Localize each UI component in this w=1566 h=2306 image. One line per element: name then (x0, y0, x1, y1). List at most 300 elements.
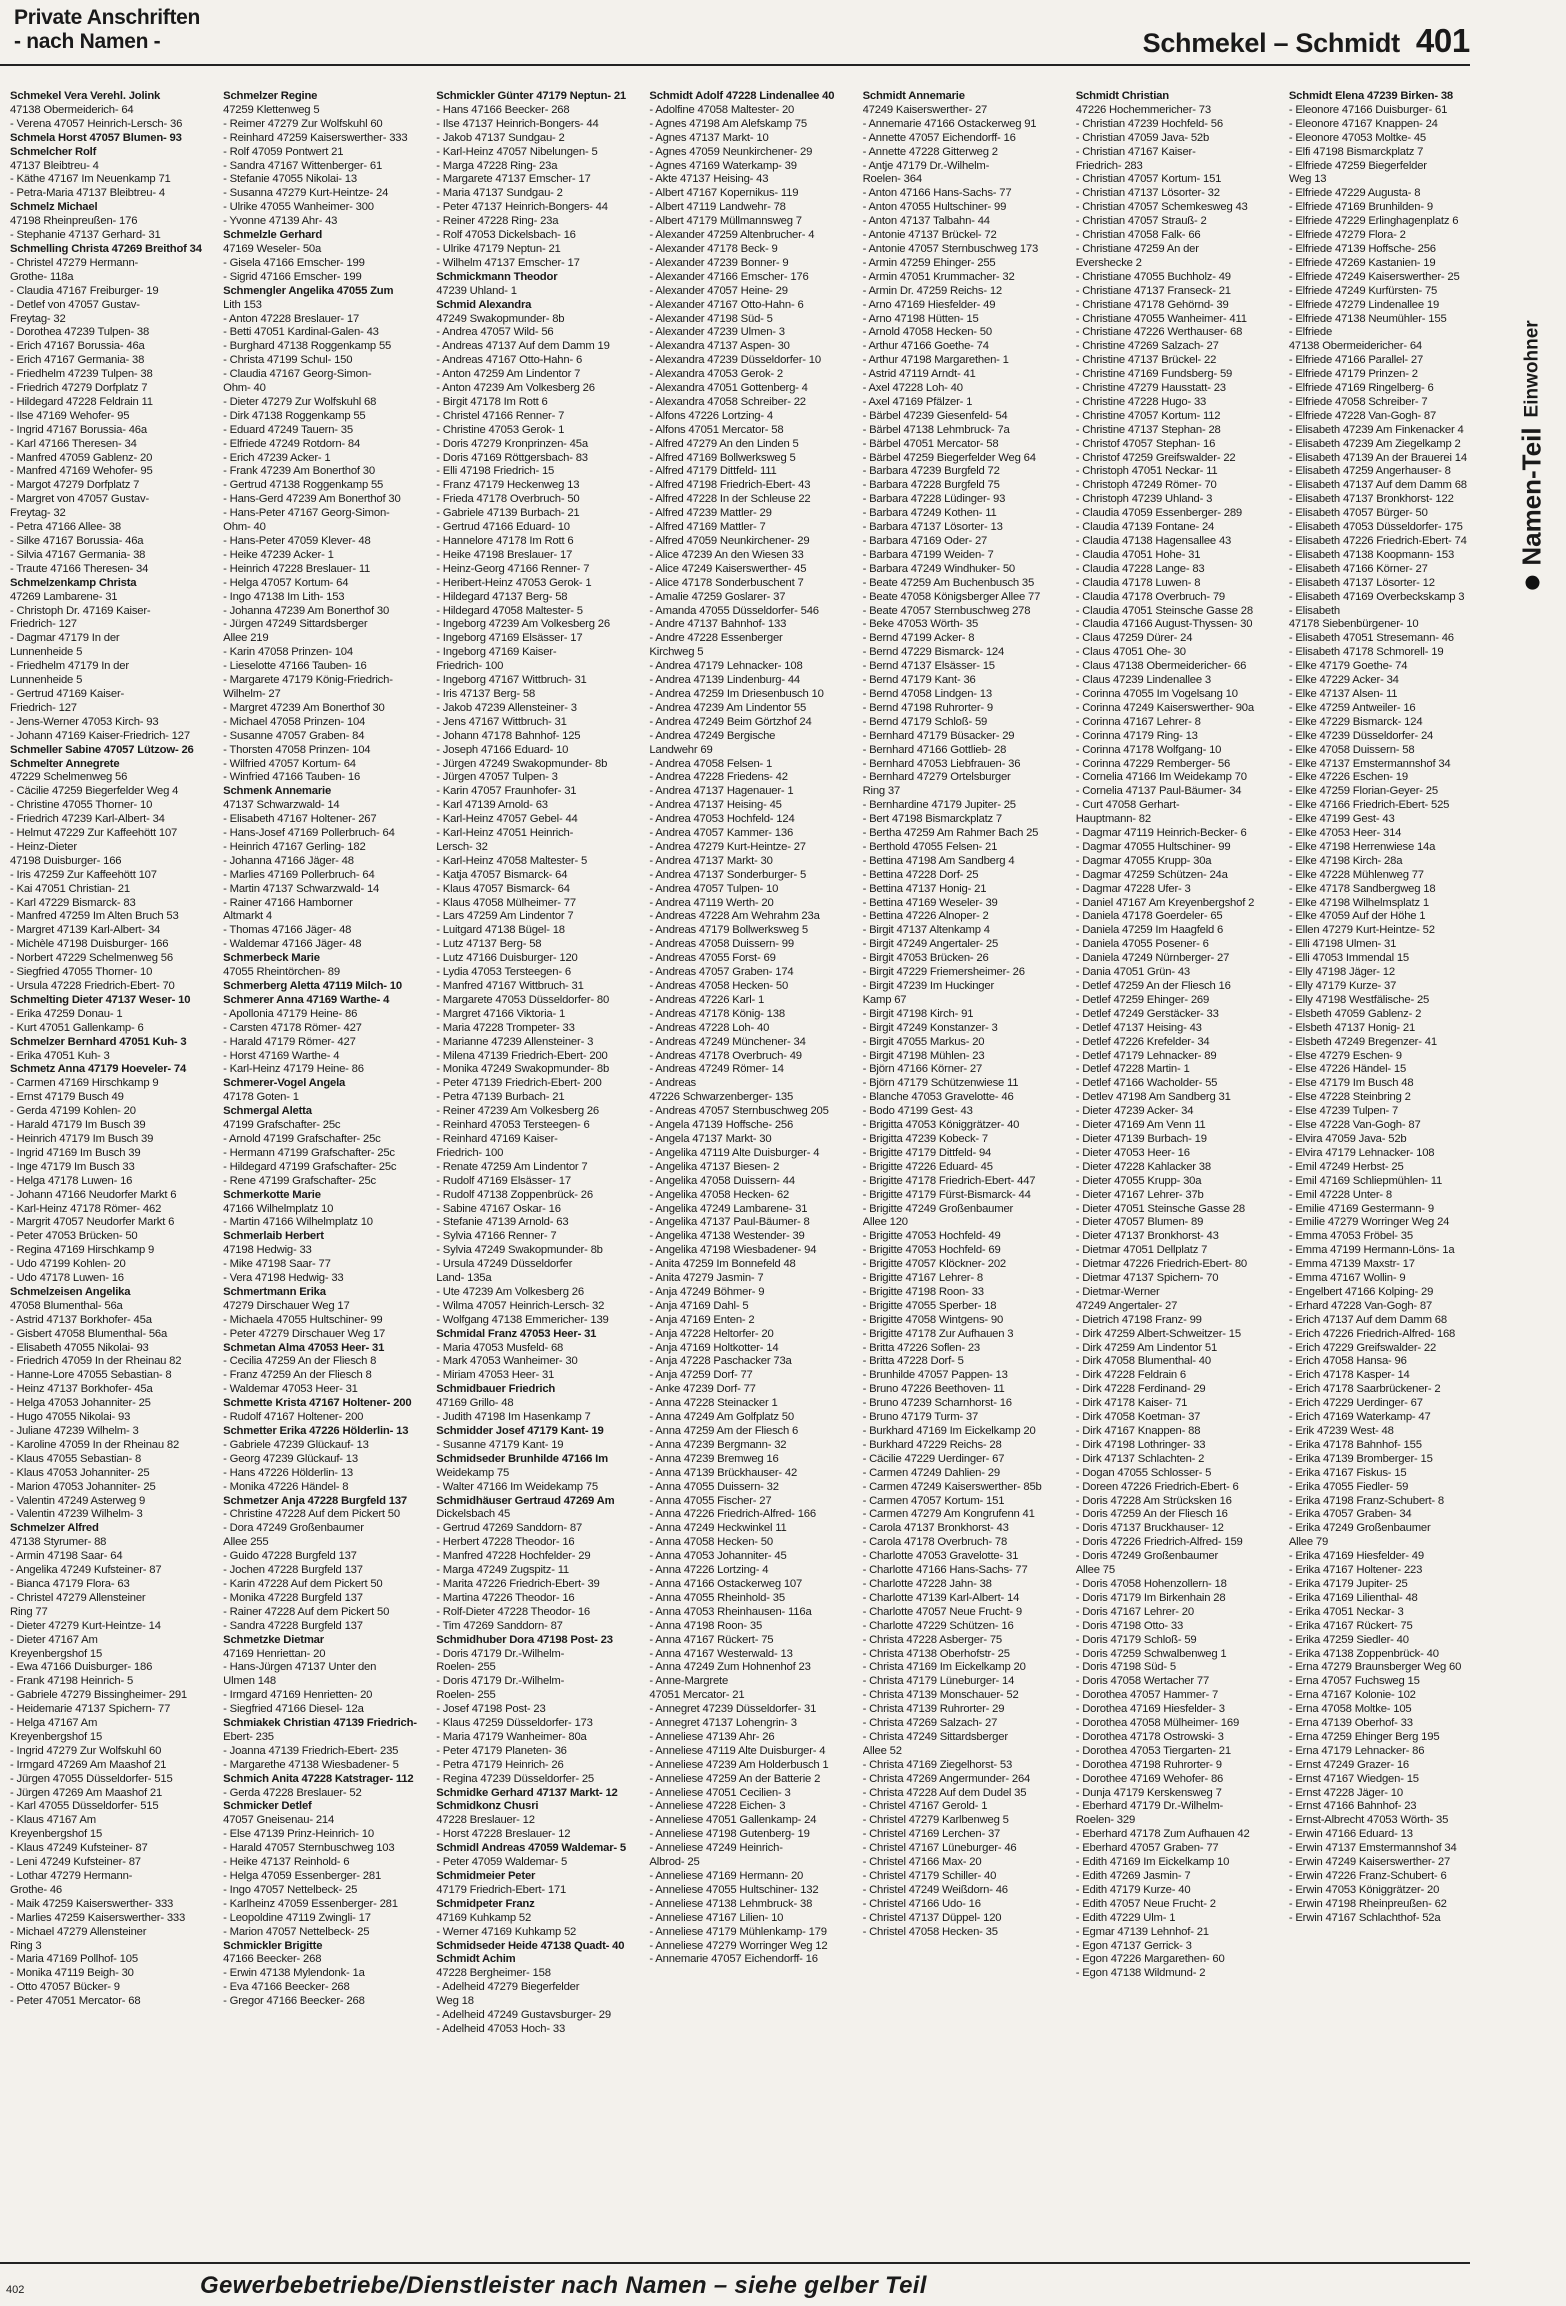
list-item: - Friedrich 47239 Karl-Albert- 34 (10, 813, 165, 826)
list-item: - Ingrid 47279 Zur Wolfskuhl 60 (10, 1744, 162, 1757)
list-item: - Irmgard 47269 Am Maashof 21 (10, 1758, 167, 1771)
side-tab-subtitle: Einwohner (1521, 320, 1542, 418)
list-item: - Corinna 47178 Wolfgang- 10 (1075, 743, 1222, 756)
list-item: - Barbara 47199 Weiden- 7 (862, 548, 994, 561)
list-item: - Hugo 47055 Nikolai- 93 (10, 1411, 131, 1424)
list-item: Allee 219 (223, 632, 269, 645)
list-item: - Anton 47228 Breslauer- 17 (223, 312, 360, 325)
list-item: - Stephanie 47137 Gerhard- 31 (10, 229, 161, 242)
list-item: - Birgit 47229 Friemersheimer- 26 (862, 966, 1025, 979)
list-item: 47279 Dirschauer Weg 17 (223, 1299, 350, 1312)
list-item: - Barbara 47137 Lösorter- 13 (862, 521, 1003, 534)
list-item: - Petra 47139 Burbach- 21 (436, 1091, 565, 1104)
list-item: - Hildegard 47058 Maltester- 5 (436, 604, 583, 617)
list-item: - Christel 47167 Gerold- 1 (862, 1800, 988, 1813)
surname-heading: Schmidt Elena 47239 Birken- 38 (1288, 90, 1454, 102)
list-item: - Johann 47178 Bahnhof- 125 (436, 729, 581, 742)
list-item: - Ilse 47169 Wehofer- 95 (10, 409, 130, 422)
list-item: - Kurt 47051 Gallenkamp- 6 (10, 1021, 144, 1034)
list-item: - Helga 47057 Kortum- 64 (223, 576, 349, 589)
list-item: - Bert 47198 Bismarckplatz 7 (862, 813, 1003, 826)
list-item: - Elisabeth 47053 Düsseldorfer- 175 (1288, 521, 1463, 534)
list-item: - Milena 47139 Friedrich-Ebert- 200 (436, 1049, 608, 1062)
list-item: - Christine 47269 Salzach- 27 (1075, 340, 1219, 353)
list-item: - Peter 47051 Mercator- 68 (10, 1995, 141, 2008)
list-item: - Anita 47279 Jasmin- 7 (649, 1272, 764, 1285)
list-item: - Erwin 47167 Schlachthof- 52a (1288, 1911, 1441, 1924)
list-item: - Christel 47166 Max- 20 (862, 1856, 982, 1869)
list-item: - Christiane 47055 Buchholz- 49 (1075, 270, 1231, 283)
list-item: Allee 255 (223, 1536, 269, 1549)
list-item: - Luitgard 47138 Bügel- 18 (436, 924, 565, 937)
surname-heading: Schmelting Dieter 47137 Weser- 10 (10, 993, 191, 1006)
surname-heading: Schmekel Vera Verehl. Jolink (10, 90, 161, 102)
list-item: - Erhard 47228 Van-Gogh- 87 (1288, 1299, 1433, 1312)
surname-heading: Schmergal Aletta (223, 1105, 312, 1118)
list-item: - Heinrich 47167 Gerling- 182 (223, 840, 366, 853)
list-item: - Emilie 47279 Worringer Weg 24 (1288, 1216, 1450, 1229)
list-item: - Christa 47139 Ruhrorter- 29 (862, 1703, 1005, 1716)
list-item: - Britta 47226 Soflen- 23 (862, 1341, 981, 1354)
list-item: - Erich 47137 Auf dem Damm 68 (1288, 1313, 1447, 1326)
list-item: - Horst 47228 Breslauer- 12 (436, 1828, 571, 1841)
list-item: - Christa 47169 Ziegelhorst- 53 (862, 1758, 1013, 1771)
list-item: - Birgit 47137 Altenkamp 4 (862, 924, 990, 937)
list-item: - Bianca 47179 Flora- 63 (10, 1577, 130, 1590)
directory-columns (10, 90, 1494, 2150)
list-item: Ulmen 148 (223, 1675, 276, 1688)
list-item: - Karl 47229 Bismarck- 83 (10, 896, 136, 909)
list-item: - Bernd 47179 Kant- 36 (862, 674, 976, 687)
list-item: Landwehr 69 (649, 743, 713, 756)
list-item: - Elli 47198 Ulmen- 31 (1288, 938, 1397, 951)
list-item: - Elsbeth 47059 Gablenz- 2 (1288, 1007, 1422, 1020)
list-item: - Berthold 47055 Felsen- 21 (862, 840, 998, 853)
list-item: - Björn 47179 Schützenwiese 11 (862, 1077, 1019, 1090)
list-item: - Annegret 47239 Düsseldorfer- 31 (649, 1703, 817, 1716)
list-item: - Andreas 47055 Forst- 69 (649, 952, 776, 965)
surname-heading: Schmelzer Bernhard 47051 Kuh- 3 (10, 1035, 187, 1048)
list-item: - Doris 47169 Röttgersbach- 83 (436, 451, 588, 464)
list-item: - Antonie 47137 Brückel- 72 (862, 229, 997, 242)
list-item: - Carmen 47169 Hirschkamp 9 (10, 1077, 159, 1090)
list-item: - Rolf 47053 Dickelsbach- 16 (436, 229, 576, 242)
list-item: - Elfriede 47259 Biegerfelder (1288, 159, 1427, 172)
name-range: Schmekel – Schmidt (1142, 28, 1400, 58)
list-item: - Dorothea 47239 Tulpen- 38 (10, 326, 150, 339)
list-item: - Angelika 47137 Biesen- 2 (649, 1160, 780, 1173)
list-item: - Björn 47166 Körner- 27 (862, 1063, 983, 1076)
surname-heading: Schmickler Brigitte (223, 1939, 323, 1952)
list-item: - Judith 47198 Im Hasenkamp 7 (436, 1411, 591, 1424)
list-item: - Herbert 47228 Theodor- 16 (436, 1536, 575, 1549)
list-item: - Erika 47169 Lilienthal- 48 (1288, 1591, 1418, 1604)
list-item: - Margarethe 47138 Wiesbadener- 5 (223, 1758, 399, 1771)
list-item: - Margarete 47179 König-Friedrich- (223, 674, 393, 687)
list-item: - Annemarie 47057 Eichendorff- 16 (649, 1953, 818, 1966)
list-item: - Anneliese 47239 Am Holderbusch 1 (649, 1758, 829, 1771)
list-item: - Franz 47259 An der Fliesch 8 (223, 1369, 372, 1382)
list-item: 47055 Rheintörchen- 89 (223, 966, 340, 979)
list-item: - Elisabeth 47057 Bürger- 50 (1288, 507, 1428, 520)
list-item: - Anneliese 47119 Alte Duisburger- 4 (649, 1744, 826, 1757)
list-item: - Hannelore 47178 Im Rott 6 (436, 535, 574, 547)
list-item: Ohm- 40 (223, 382, 266, 395)
list-item: - Andreas 47228 Loh- 40 (649, 1021, 770, 1034)
list-item: - Christian 47057 Kortum- 151 (1075, 173, 1222, 186)
list-item: - Gabriele 47279 Bissingheimer- 291 (10, 1689, 187, 1702)
list-item: - Erika 47198 Franz-Schubert- 8 (1288, 1494, 1445, 1507)
list-item: 47051 Mercator- 21 (649, 1689, 745, 1702)
list-item: - Amalie 47259 Goslarer- 37 (649, 590, 786, 603)
list-item: - Erna 47279 Braunsberger Weg 60 (1288, 1661, 1462, 1674)
list-item: - Curt 47058 Gerhart- (1075, 799, 1180, 812)
list-item: - Brigitte 47249 Großenbaumer (862, 1202, 1014, 1215)
list-item: - Jochen 47228 Burgfeld 137 (223, 1564, 363, 1577)
list-item: - Anna 47239 Bergmann- 32 (649, 1438, 787, 1451)
list-item: 47058 Blumenthal- 56a (10, 1299, 123, 1312)
list-item: - Astrid 47119 Arndt- 41 (862, 368, 976, 381)
list-item: - Monika 47119 Beigh- 30 (10, 1967, 134, 1980)
list-item: - Alfred 47169 Mattler- 7 (649, 521, 766, 534)
list-item: - Angelika 47058 Hecken- 62 (649, 1188, 790, 1201)
list-item: - Michael 47279 Allensteiner (10, 1925, 147, 1938)
list-item: - Birgit 47249 Konstanzer- 3 (862, 1021, 998, 1034)
list-item: - Renate 47259 Am Lindentor 7 (436, 1160, 588, 1173)
list-item: - Antonie 47057 Sternbuschweg 173 (862, 242, 1039, 255)
list-item: - Christian 47239 Hochfeld- 56 (1075, 117, 1223, 130)
list-item: - Armin Dr. 47259 Reichs- 12 (862, 284, 1003, 297)
list-item: - Andrea 47249 Bergische (649, 729, 776, 742)
list-item: - Elvira 47179 Lehnacker- 108 (1288, 1146, 1435, 1159)
list-item: - Elli 47198 Friedrich- 15 (436, 465, 555, 478)
list-item: - Alfons 47051 Mercator- 58 (649, 423, 784, 436)
list-item: - Käthe 47167 Im Neuenkamp 71 (10, 173, 171, 186)
list-item: - Erika 47179 Jupiter- 25 (1288, 1577, 1408, 1590)
list-item: - Brigitte 47058 Wintgens- 90 (862, 1313, 1004, 1326)
list-item: - Lars 47259 Am Lindentor 7 (436, 910, 574, 923)
list-item: - Dirk 47167 Knappen- 88 (1075, 1425, 1201, 1437)
list-item: - Walter 47166 Im Weidekamp 75 (436, 1480, 598, 1493)
list-item: Dickelsbach 45 (436, 1508, 511, 1521)
list-item: - Manfred 47228 Hochfelder- 29 (436, 1550, 591, 1563)
list-item: - Antje 47179 Dr.-Wilhelm- (862, 159, 990, 172)
surname-heading: Schmerkotte Marie (223, 1188, 321, 1201)
list-item: - Hildegard 47228 Feldrain 11 (10, 395, 153, 408)
list-item: - Marita 47226 Friedrich-Ebert- 39 (436, 1577, 600, 1590)
list-item: - Egon 47137 Gerrick- 3 (1075, 1939, 1192, 1952)
list-item: - Margot 47279 Dorfplatz 7 (10, 479, 140, 492)
list-item: - Bernhard 47053 Liebfrauen- 36 (862, 757, 1021, 770)
list-item: - Wilhelm 47137 Emscher- 17 (436, 256, 580, 269)
surname-heading: Schmetzke Dietmar (223, 1633, 324, 1646)
list-item: - Gisela 47166 Emscher- 199 (223, 256, 365, 269)
list-item: - Daniela 47249 Nürnberger- 27 (1075, 952, 1230, 965)
list-item: - Wilma 47057 Heinrich-Lersch- 32 (436, 1299, 605, 1312)
list-item: - Reiner 47239 Am Volkesberg 26 (436, 1105, 600, 1118)
list-item: - Christa 47139 Monschauer- 52 (862, 1689, 1019, 1702)
list-item: - Sylvia 47166 Renner- 7 (436, 1230, 557, 1243)
list-item: - Karl-Heinz 47179 Heine- 86 (223, 1063, 364, 1076)
list-item: - Apollonia 47179 Heine- 86 (223, 1007, 358, 1020)
list-item: - Christine 47169 Fundsberg- 59 (1075, 368, 1233, 381)
list-item: Albrod- 25 (649, 1856, 700, 1869)
list-item: - Brigitta 47053 Königgrätzer- 40 (862, 1119, 1020, 1132)
list-item: - Waldemar 47166 Jäger- 48 (223, 938, 362, 951)
list-item: - Detlef 47166 Wacholder- 55 (1075, 1077, 1218, 1090)
list-item: - Bernd 47199 Acker- 8 (862, 632, 975, 645)
list-item: - Alexandra 47051 Gottenberg- 4 (649, 382, 808, 395)
list-item: - Detlef 47259 An der Fliesch 16 (1075, 980, 1231, 992)
list-item: - Dirk 47137 Schlachten- 2 (1075, 1452, 1205, 1465)
list-item: - Margret 47139 Karl-Albert- 34 (10, 924, 161, 937)
list-item: - Elisabeth 47137 Bronkhorst- 122 (1288, 493, 1454, 506)
list-item: - Erika 47057 Graben- 34 (1288, 1508, 1412, 1521)
list-item: - Andreas 47178 Overbruch- 49 (649, 1049, 802, 1062)
list-item: Roelen- 255 (436, 1661, 496, 1674)
list-item: - Andreas 47058 Duissern- 99 (649, 938, 794, 951)
list-item: - Reinhard 47259 Kaiserswerther- 333 (223, 131, 408, 144)
list-item: - Axel 47169 Pfälzer- 1 (862, 395, 973, 408)
list-item: - Otto 47057 Bücker- 9 (10, 1981, 120, 1994)
list-item: - Anita 47259 Im Bonnefeld 48 (649, 1258, 796, 1271)
list-item: Altmarkt 4 (223, 910, 272, 923)
list-item: - Detlef 47228 Martin- 1 (1075, 1063, 1190, 1076)
list-item: - Silke 47167 Borussia- 46a (10, 535, 144, 547)
list-item: - Birgit 47249 Angertaler- 25 (862, 938, 999, 951)
list-item: - Anneliese 47167 Lilien- 10 (649, 1911, 784, 1924)
list-item: Weidekamp 75 (436, 1466, 510, 1479)
list-item: - Jens 47167 Wittbruch- 31 (436, 715, 567, 728)
list-item: - Maria 47137 Sundgau- 2 (436, 187, 563, 200)
list-item: - Ulrike 47179 Neptun- 21 (436, 242, 561, 255)
list-item: - Rainer 47166 Hamborner (223, 896, 353, 909)
list-item: - Christel 47166 Renner- 7 (436, 409, 565, 422)
surname-heading: Schmetz Anna 47179 Hoeveler- 74 (10, 1063, 187, 1076)
list-item: - Erika 47051 Neckar- 3 (1288, 1605, 1404, 1618)
list-item: - Birgit 47198 Kirch- 91 (862, 1007, 974, 1020)
list-item: 47166 Wilhelmplatz 10 (223, 1202, 334, 1215)
list-item: Freytag- 32 (10, 312, 66, 325)
list-item: - Astrid 47137 Borkhofer- 45a (10, 1313, 152, 1326)
list-item: - Emma 47053 Fröbel- 35 (1288, 1230, 1413, 1243)
list-item: 47226 Schwarzenberger- 135 (649, 1091, 794, 1104)
list-item: 47198 Duisburger- 166 (10, 854, 122, 867)
list-item: - Jakob 47239 Allensteiner- 3 (436, 701, 577, 714)
list-item: - Christel 47179 Schiller- 40 (862, 1870, 997, 1882)
footer-note: Gewerbebetriebe/Dienstleister nach Namen – siehe gelber Teil (200, 2272, 927, 2299)
list-item: - Frieda 47178 Overbruch- 50 (436, 493, 580, 506)
list-item: 47179 Friedrich-Ebert- 171 (436, 1883, 567, 1896)
list-item: - Christine 47228 Hugo- 33 (1075, 395, 1207, 408)
list-item: - Ingrid 47169 Im Busch 39 (10, 1146, 141, 1159)
list-item: - Ingeborg 47169 Kaiser- (436, 646, 557, 659)
list-item: - Erwin 47053 Königgrätzer- 20 (1288, 1883, 1440, 1896)
list-item: - Elfriede 47228 Van-Gogh- 87 (1288, 409, 1437, 422)
list-item: - Alfred 47179 Dittfeld- 111 (649, 465, 777, 478)
list-item: - Klaus 47053 Johanniter- 25 (10, 1466, 150, 1479)
list-item: - Christel 47279 Karlbenweg 5 (862, 1814, 1009, 1827)
list-item: - Dirk 47259 Albert-Schweitzer- 15 (1075, 1327, 1241, 1340)
list-item: - Erich 47239 Acker- 1 (223, 451, 331, 464)
list-item: - Heinrich 47228 Breslauer- 11 (223, 562, 371, 575)
list-item: - Bernhard 47279 Ortelsburger (862, 771, 1011, 784)
list-item: 47166 Beecker- 268 (223, 1953, 322, 1966)
list-item: Lunnenheide 5 (10, 674, 83, 687)
list-item: 47137 Bleibtreu- 4 (10, 159, 99, 172)
list-item: - Elfriede 47229 Erlinghagenplatz 6 (1288, 215, 1459, 228)
list-item: - Carsten 47178 Römer- 427 (223, 1021, 362, 1034)
list-item: - Klaus 47057 Bismarck- 64 (436, 882, 570, 895)
surname-heading: Schmertmann Erika (223, 1285, 326, 1298)
list-item: - Emma 47199 Hermann-Löns- 1a (1288, 1244, 1455, 1257)
list-item: - Anna 47053 Rheinhausen- 116a (649, 1605, 812, 1618)
list-item: - Detlef 47179 Lehnacker- 89 (1075, 1049, 1217, 1062)
list-item: - Christof 47057 Stephan- 16 (1075, 437, 1216, 450)
list-item: - Claudia 47228 Lange- 83 (1075, 562, 1205, 575)
list-item: - Erich 47178 Saarbrückener- 2 (1288, 1383, 1441, 1396)
list-item: - Doris 47259 Schwalbenweg 1 (1075, 1647, 1227, 1660)
list-item: - Elisabeth 47167 Holtener- 267 (223, 813, 377, 826)
list-item: Kirchweg 5 (649, 646, 704, 659)
directory-column (223, 90, 428, 2150)
list-item: - Adelheid 47053 Hoch- 33 (436, 2022, 566, 2035)
list-item: - Arthur 47166 Goethe- 74 (862, 340, 989, 353)
list-item: - Brigitte 47179 Fürst-Bismarck- 44 (862, 1188, 1031, 1201)
list-item: - Alexandra 47239 Düsseldorfer- 10 (649, 354, 821, 367)
list-item: - Jürgen 47269 Am Maashof 21 (10, 1786, 163, 1799)
list-item: - Lieselotte 47166 Tauben- 16 (223, 660, 367, 673)
list-item: - Karl-Heinz 47058 Maltester- 5 (436, 854, 588, 867)
list-item: - Anja 47259 Dorf- 77 (649, 1369, 753, 1382)
list-item: - Hans 47226 Hölderlin- 13 (223, 1466, 353, 1479)
list-item: - Manfred 47167 Wittbruch- 31 (436, 980, 584, 992)
list-item: - Dogan 47055 Schlosser- 5 (1075, 1466, 1212, 1479)
list-item: - Michael 47058 Prinzen- 104 (223, 715, 366, 728)
list-item: - Elisabeth 47139 An der Brauerei 14 (1288, 451, 1467, 464)
list-item: - Erika 47139 Bromberger- 15 (1288, 1452, 1433, 1465)
list-item: - Elly 47198 Westfälische- 25 (1288, 993, 1430, 1006)
list-item: Ring 77 (10, 1605, 48, 1618)
list-item: - Helmut 47229 Zur Kaffeehött 107 (10, 827, 178, 840)
surname-heading: Schmerberg Aletta 47119 Milch- 10 (223, 980, 402, 992)
list-item: - Andrea 47137 Sonderburger- 5 (649, 868, 807, 881)
surname-heading: Schmelzenkamp Christa (10, 576, 137, 589)
list-item: - Armin 47259 Ehinger- 255 (862, 256, 996, 269)
list-item: - Anneliese 47055 Hultschiner- 132 (649, 1883, 819, 1896)
list-item: - Gabriele 47239 Glückauf- 13 (223, 1438, 369, 1451)
surname-heading: Schmidhäuser Gertraud 47269 Am (436, 1494, 615, 1507)
list-item: - Angelika 47058 Duissern- 44 (649, 1174, 795, 1187)
bullet-dot-icon (1525, 576, 1539, 590)
surname-heading: Schmidpeter Franz (436, 1897, 535, 1910)
list-item: - Alfred 47169 Bollwerksweg 5 (649, 451, 796, 464)
list-item: - Bodo 47199 Gest- 43 (862, 1105, 973, 1118)
list-item: - Leni 47249 Kufsteiner- 87 (10, 1856, 141, 1869)
list-item: - Ernst 47166 Bahnhof- 23 (1288, 1800, 1417, 1813)
list-item: - Charlotte 47228 Jahn- 38 (862, 1577, 992, 1590)
list-item: - Rudolf 47138 Zoppenbrück- 26 (436, 1188, 593, 1201)
list-item: - Dietmar-Werner (1075, 1285, 1160, 1298)
list-item: - Elsbeth 47249 Bregenzer- 41 (1288, 1035, 1437, 1048)
list-item: - Anton 47055 Hultschiner- 99 (862, 201, 1007, 214)
list-item: - Elisabeth 47166 Körner- 27 (1288, 562, 1428, 575)
list-item: - Claus 47051 Ohe- 30 (1075, 646, 1186, 659)
list-item: - Dietmar 47137 Spichern- 70 (1075, 1272, 1219, 1285)
list-item: Lersch- 32 (436, 840, 488, 853)
list-item: - Daniela 47178 Goerdeler- 65 (1075, 910, 1223, 923)
list-item: - Agnes 47198 Am Alefskamp 75 (649, 117, 807, 130)
list-item: - Siegfried 47055 Thorner- 10 (10, 966, 153, 979)
list-item: - Brigitte 47178 Zur Aufhauen 3 (862, 1327, 1014, 1340)
list-item: - Elli 47053 Immendal 15 (1288, 952, 1410, 965)
list-item: - Christian 47058 Falk- 66 (1075, 229, 1201, 242)
list-item: - Martin 47166 Wilhelmplatz 10 (223, 1216, 373, 1229)
list-item: - Dorothee 47169 Wehofer- 86 (1075, 1772, 1224, 1785)
list-item: - Dirk 47138 Roggenkamp 55 (223, 409, 366, 422)
list-item: - Elke 47198 Kirch- 28a (1288, 854, 1403, 867)
list-item: - Johann 47166 Neudorfer Markt 6 (10, 1188, 177, 1201)
list-item: - Erika 47259 Donau- 1 (10, 1007, 123, 1020)
surname-heading: Schmicker Detlef (223, 1800, 312, 1813)
list-item: - Bernhard 47166 Gottlieb- 28 (862, 743, 1007, 756)
list-item: - Anne-Margrete (649, 1675, 729, 1688)
list-item: - Doris 47179 Dr.-Wilhelm- (436, 1647, 565, 1660)
list-item: - Inge 47179 Im Busch 33 (10, 1160, 135, 1173)
list-item: 47178 Siebenbürgener- 10 (1288, 618, 1419, 631)
list-item: - Ursula 47249 Düsseldorfer (436, 1258, 573, 1271)
list-item: Hauptmann- 82 (1075, 813, 1151, 826)
list-item: - Else 47239 Tulpen- 7 (1288, 1105, 1399, 1118)
list-item: - Dorothea 47053 Tiergarten- 21 (1075, 1744, 1231, 1757)
list-item: - Petra-Maria 47137 Bleibtreu- 4 (10, 187, 165, 200)
list-item: Kreyenbergshof 15 (10, 1828, 103, 1841)
list-item: - Else 47179 Im Busch 48 (1288, 1077, 1414, 1090)
list-item: - Alice 47249 Kaiserswerther- 45 (649, 562, 807, 575)
list-item: - Dorothea 47178 Ostrowski- 3 (1075, 1730, 1224, 1743)
list-item: - Anna 47055 Fischer- 27 (649, 1494, 772, 1507)
list-item: - Alexander 47259 Altenbrucher- 4 (649, 229, 815, 242)
list-item: 47249 Kaiserswerther- 27 (862, 103, 988, 116)
list-item: - Elfriede 47249 Kaiserswerther- 25 (1288, 270, 1460, 283)
list-item: - Susanne 47179 Kant- 19 (436, 1438, 564, 1451)
list-item: - Andrea 47239 Am Lindentor 55 (649, 701, 807, 714)
list-item: - Christine 47137 Brückel- 22 (1075, 354, 1217, 367)
list-item: - Eleonore 47166 Duisburger- 61 (1288, 103, 1448, 116)
list-item: Friedrich- 100 (436, 660, 504, 673)
list-item: - Rolf 47059 Pontwert 21 (223, 145, 344, 158)
list-item: - Christa 47138 Oberhofstr- 25 (862, 1647, 1010, 1660)
list-item: - Christine 47137 Stephan- 28 (1075, 423, 1221, 436)
list-item: - Anneliese 47169 Hermann- 20 (649, 1870, 804, 1882)
list-item: - Heike 47137 Reinhold- 6 (223, 1856, 350, 1869)
list-item: - Christiane 47259 An der (1075, 242, 1199, 255)
list-item: - Martin 47137 Schwarzwald- 14 (223, 882, 380, 895)
list-item: - Eleonore 47053 Moltke- 45 (1288, 131, 1426, 144)
list-item: - Maria 47169 Pollhof- 105 (10, 1953, 138, 1966)
list-item: - Dieter 47239 Acker- 34 (1075, 1105, 1194, 1118)
list-item: - Bernhardine 47179 Jupiter- 25 (862, 799, 1016, 812)
list-item: Wilhelm- 27 (223, 687, 281, 700)
section-title-line1: Private Anschriften (14, 6, 201, 29)
list-item: - Christiane 47055 Wanheimer- 411 (1075, 312, 1247, 325)
surname-heading: Schmiakek Christian 47139 Friedrich- (223, 1717, 417, 1730)
list-item: - Erwin 47249 Kaiserswerther- 27 (1288, 1856, 1451, 1869)
list-item: - Elfriede 47169 Brunhilden- 9 (1288, 201, 1433, 214)
list-item: - Doris 47198 Süd- 5 (1075, 1661, 1176, 1674)
list-item: - Charlotte 47057 Neue Frucht- 9 (862, 1605, 1022, 1618)
list-item: 47198 Hedwig- 33 (223, 1244, 312, 1257)
